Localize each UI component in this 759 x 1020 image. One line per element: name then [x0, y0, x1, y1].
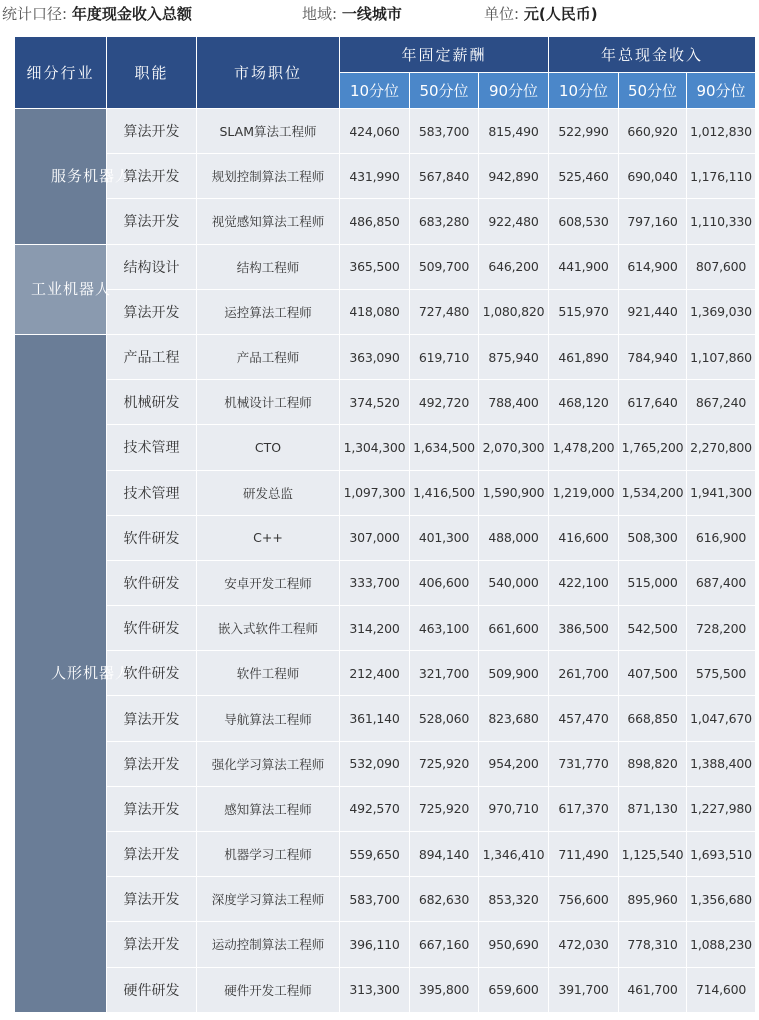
fixed-p90-cell: 853,320	[479, 877, 549, 922]
header-fixed-salary: 年固定薪酬	[340, 37, 549, 73]
total-p10-cell: 1,478,200	[549, 425, 619, 470]
salary-table-body	[15, 109, 756, 1013]
unit	[484, 0, 598, 28]
industry-cell: 人形机器人	[15, 334, 107, 1012]
position-cell: SLAM算法工程师	[197, 109, 340, 154]
total-p10-cell: 711,490	[549, 832, 619, 877]
function-cell: 算法开发	[107, 199, 197, 244]
total-p50-cell: 508,300	[619, 515, 687, 560]
table-row	[15, 651, 756, 696]
total-p90-cell: 867,240	[687, 380, 756, 425]
total-p10-cell: 617,370	[549, 786, 619, 831]
region-value: 一线城市	[341, 5, 402, 23]
region-label: 地域:	[302, 5, 338, 23]
function-cell: 软件研发	[107, 560, 197, 605]
total-p90-cell: 1,227,980	[687, 786, 756, 831]
total-p90-cell: 728,200	[687, 606, 756, 651]
fixed-p50-cell: 401,300	[410, 515, 479, 560]
position-cell: 深度学习算法工程师	[197, 877, 340, 922]
fixed-p90-cell: 646,200	[479, 244, 549, 289]
function-cell: 算法开发	[107, 786, 197, 831]
position-cell: 产品工程师	[197, 334, 340, 379]
function-cell: 结构设计	[107, 244, 197, 289]
position-cell: 规划控制算法工程师	[197, 154, 340, 199]
position-cell: 强化学习算法工程师	[197, 741, 340, 786]
total-p50-cell: 617,640	[619, 380, 687, 425]
function-cell: 软件研发	[107, 651, 197, 696]
total-p90-cell: 1,176,110	[687, 154, 756, 199]
fixed-p90-cell: 823,680	[479, 696, 549, 741]
total-p90-cell: 1,107,860	[687, 334, 756, 379]
position-cell: CTO	[197, 425, 340, 470]
table-row	[15, 470, 756, 515]
position-cell: C++	[197, 515, 340, 560]
position-cell: 感知算法工程师	[197, 786, 340, 831]
fixed-p10-cell: 1,097,300	[340, 470, 410, 515]
total-p10-cell: 441,900	[549, 244, 619, 289]
total-p90-cell: 1,369,030	[687, 289, 756, 334]
fixed-p10-cell: 559,650	[340, 832, 410, 877]
region	[302, 0, 402, 28]
header-total-p90: 90分位	[687, 73, 756, 109]
position-cell: 机械设计工程师	[197, 380, 340, 425]
total-p90-cell: 616,900	[687, 515, 756, 560]
position-cell: 研发总监	[197, 470, 340, 515]
table-row	[15, 606, 756, 651]
fixed-p50-cell: 619,710	[410, 334, 479, 379]
function-cell: 软件研发	[107, 515, 197, 560]
table-row	[15, 154, 756, 199]
fixed-p10-cell: 492,570	[340, 786, 410, 831]
fixed-p50-cell: 725,920	[410, 786, 479, 831]
industry-cell: 服务机器人	[15, 109, 107, 245]
table-row	[15, 967, 756, 1012]
total-p10-cell: 261,700	[549, 651, 619, 696]
fixed-p10-cell: 532,090	[340, 741, 410, 786]
fixed-p50-cell: 725,920	[410, 741, 479, 786]
position-cell: 机器学习工程师	[197, 832, 340, 877]
total-p10-cell: 422,100	[549, 560, 619, 605]
table-row	[15, 877, 756, 922]
table-row	[15, 560, 756, 605]
fixed-p90-cell: 950,690	[479, 922, 549, 967]
table-row	[15, 922, 756, 967]
stat-scope-value: 年度现金收入总额	[71, 5, 192, 23]
unit-label: 单位:	[484, 5, 520, 23]
salary-table	[14, 36, 756, 1013]
fixed-p90-cell: 970,710	[479, 786, 549, 831]
header-function: 职能	[107, 37, 197, 109]
table-row	[15, 741, 756, 786]
fixed-p90-cell: 1,346,410	[479, 832, 549, 877]
total-p50-cell: 1,534,200	[619, 470, 687, 515]
fixed-p90-cell: 954,200	[479, 741, 549, 786]
total-p10-cell: 515,970	[549, 289, 619, 334]
fixed-p90-cell: 1,080,820	[479, 289, 549, 334]
header-position: 市场职位	[197, 37, 340, 109]
fixed-p90-cell: 2,070,300	[479, 425, 549, 470]
position-cell: 结构工程师	[197, 244, 340, 289]
table-row	[15, 334, 756, 379]
function-cell: 机械研发	[107, 380, 197, 425]
total-p10-cell: 457,470	[549, 696, 619, 741]
table-row	[15, 786, 756, 831]
fixed-p10-cell: 396,110	[340, 922, 410, 967]
function-cell: 算法开发	[107, 289, 197, 334]
fixed-p90-cell: 488,000	[479, 515, 549, 560]
fixed-p10-cell: 424,060	[340, 109, 410, 154]
fixed-p50-cell: 492,720	[410, 380, 479, 425]
table-row	[15, 515, 756, 560]
fixed-p90-cell: 942,890	[479, 154, 549, 199]
total-p90-cell: 714,600	[687, 967, 756, 1012]
fixed-p10-cell: 313,300	[340, 967, 410, 1012]
unit-value: 元(人民币)	[523, 5, 598, 23]
position-cell: 嵌入式软件工程师	[197, 606, 340, 651]
function-cell: 算法开发	[107, 696, 197, 741]
total-p50-cell: 690,040	[619, 154, 687, 199]
total-p10-cell: 1,219,000	[549, 470, 619, 515]
table-row	[15, 832, 756, 877]
header-fixed-p90: 90分位	[479, 73, 549, 109]
fixed-p10-cell: 307,000	[340, 515, 410, 560]
fixed-p50-cell: 567,840	[410, 154, 479, 199]
fixed-p90-cell: 661,600	[479, 606, 549, 651]
fixed-p90-cell: 922,480	[479, 199, 549, 244]
fixed-p50-cell: 682,630	[410, 877, 479, 922]
industry-cell: 工业机器人	[15, 244, 107, 334]
fixed-p50-cell: 1,416,500	[410, 470, 479, 515]
total-p50-cell: 871,130	[619, 786, 687, 831]
header-fixed-p10: 10分位	[340, 73, 410, 109]
fixed-p90-cell: 659,600	[479, 967, 549, 1012]
total-p90-cell: 2,270,800	[687, 425, 756, 470]
total-p10-cell: 391,700	[549, 967, 619, 1012]
total-p90-cell: 1,693,510	[687, 832, 756, 877]
total-p10-cell: 522,990	[549, 109, 619, 154]
total-p90-cell: 1,356,680	[687, 877, 756, 922]
fixed-p50-cell: 321,700	[410, 651, 479, 696]
total-p50-cell: 898,820	[619, 741, 687, 786]
total-p50-cell: 784,940	[619, 334, 687, 379]
function-cell: 技术管理	[107, 470, 197, 515]
fixed-p50-cell: 727,480	[410, 289, 479, 334]
total-p50-cell: 614,900	[619, 244, 687, 289]
fixed-p10-cell: 314,200	[340, 606, 410, 651]
position-cell: 硬件开发工程师	[197, 967, 340, 1012]
fixed-p10-cell: 431,990	[340, 154, 410, 199]
position-cell: 视觉感知算法工程师	[197, 199, 340, 244]
function-cell: 算法开发	[107, 832, 197, 877]
function-cell: 产品工程	[107, 334, 197, 379]
total-p90-cell: 1,012,830	[687, 109, 756, 154]
function-cell: 算法开发	[107, 922, 197, 967]
function-cell: 算法开发	[107, 741, 197, 786]
function-cell: 软件研发	[107, 606, 197, 651]
total-p90-cell: 1,388,400	[687, 741, 756, 786]
total-p90-cell: 1,088,230	[687, 922, 756, 967]
total-p50-cell: 895,960	[619, 877, 687, 922]
total-p50-cell: 407,500	[619, 651, 687, 696]
total-p10-cell: 461,890	[549, 334, 619, 379]
function-cell: 算法开发	[107, 154, 197, 199]
total-p50-cell: 778,310	[619, 922, 687, 967]
total-p50-cell: 660,920	[619, 109, 687, 154]
header-industry: 细分行业	[15, 37, 107, 109]
header-total-cash: 年总现金收入	[549, 37, 756, 73]
header-total-p50: 50分位	[619, 73, 687, 109]
total-p10-cell: 756,600	[549, 877, 619, 922]
fixed-p50-cell: 463,100	[410, 606, 479, 651]
table-row	[15, 199, 756, 244]
function-cell: 技术管理	[107, 425, 197, 470]
header-total-p10: 10分位	[549, 73, 619, 109]
fixed-p90-cell: 788,400	[479, 380, 549, 425]
fixed-p10-cell: 361,140	[340, 696, 410, 741]
fixed-p90-cell: 509,900	[479, 651, 549, 696]
total-p50-cell: 797,160	[619, 199, 687, 244]
total-p90-cell: 687,400	[687, 560, 756, 605]
fixed-p50-cell: 406,600	[410, 560, 479, 605]
fixed-p10-cell: 418,080	[340, 289, 410, 334]
total-p10-cell: 472,030	[549, 922, 619, 967]
total-p10-cell: 525,460	[549, 154, 619, 199]
position-cell: 运动控制算法工程师	[197, 922, 340, 967]
fixed-p90-cell: 1,590,900	[479, 470, 549, 515]
total-p90-cell: 1,110,330	[687, 199, 756, 244]
function-cell: 硬件研发	[107, 967, 197, 1012]
fixed-p10-cell: 365,500	[340, 244, 410, 289]
fixed-p50-cell: 667,160	[410, 922, 479, 967]
fixed-p10-cell: 374,520	[340, 380, 410, 425]
fixed-p50-cell: 528,060	[410, 696, 479, 741]
fixed-p50-cell: 583,700	[410, 109, 479, 154]
total-p90-cell: 575,500	[687, 651, 756, 696]
total-p50-cell: 1,765,200	[619, 425, 687, 470]
fixed-p90-cell: 540,000	[479, 560, 549, 605]
stat-scope-label: 统计口径:	[2, 5, 68, 23]
function-cell: 算法开发	[107, 877, 197, 922]
fixed-p10-cell: 363,090	[340, 334, 410, 379]
total-p50-cell: 921,440	[619, 289, 687, 334]
total-p50-cell: 668,850	[619, 696, 687, 741]
table-row	[15, 425, 756, 470]
total-p10-cell: 386,500	[549, 606, 619, 651]
table-row	[15, 380, 756, 425]
total-p10-cell: 468,120	[549, 380, 619, 425]
fixed-p10-cell: 1,304,300	[340, 425, 410, 470]
fixed-p10-cell: 486,850	[340, 199, 410, 244]
fixed-p10-cell: 333,700	[340, 560, 410, 605]
total-p50-cell: 461,700	[619, 967, 687, 1012]
table-row	[15, 244, 756, 289]
total-p10-cell: 731,770	[549, 741, 619, 786]
stat-scope	[2, 0, 192, 28]
table-row	[15, 109, 756, 154]
header-fixed-p50: 50分位	[410, 73, 479, 109]
position-cell: 安卓开发工程师	[197, 560, 340, 605]
total-p10-cell: 608,530	[549, 199, 619, 244]
total-p10-cell: 416,600	[549, 515, 619, 560]
total-p50-cell: 515,000	[619, 560, 687, 605]
function-cell: 算法开发	[107, 109, 197, 154]
fixed-p10-cell: 212,400	[340, 651, 410, 696]
fixed-p90-cell: 815,490	[479, 109, 549, 154]
table-row	[15, 289, 756, 334]
fixed-p50-cell: 395,800	[410, 967, 479, 1012]
position-cell: 导航算法工程师	[197, 696, 340, 741]
fixed-p10-cell: 583,700	[340, 877, 410, 922]
fixed-p50-cell: 894,140	[410, 832, 479, 877]
total-p90-cell: 807,600	[687, 244, 756, 289]
position-cell: 软件工程师	[197, 651, 340, 696]
table-row	[15, 696, 756, 741]
fixed-p50-cell: 1,634,500	[410, 425, 479, 470]
total-p50-cell: 542,500	[619, 606, 687, 651]
fixed-p50-cell: 509,700	[410, 244, 479, 289]
fixed-p90-cell: 875,940	[479, 334, 549, 379]
fixed-p50-cell: 683,280	[410, 199, 479, 244]
total-p90-cell: 1,047,670	[687, 696, 756, 741]
total-p90-cell: 1,941,300	[687, 470, 756, 515]
total-p50-cell: 1,125,540	[619, 832, 687, 877]
report-meta-line	[0, 0, 759, 32]
position-cell: 运控算法工程师	[197, 289, 340, 334]
